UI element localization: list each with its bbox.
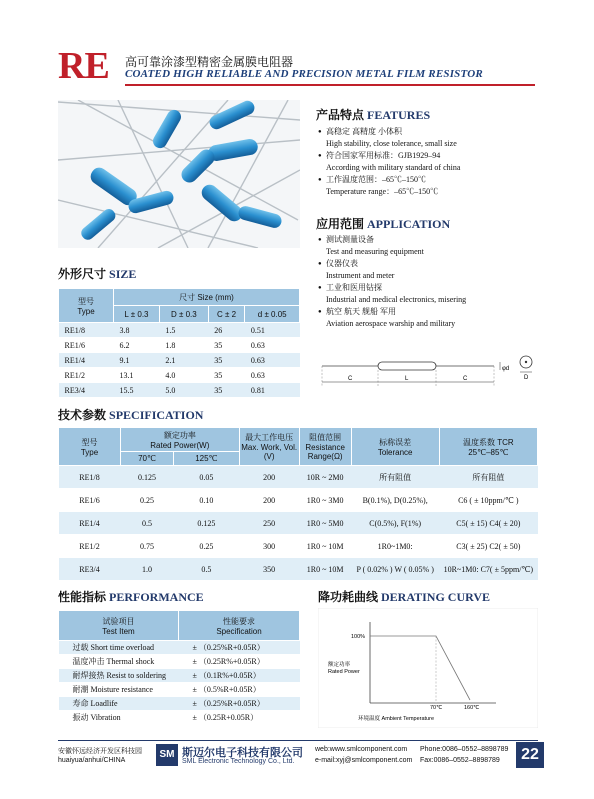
- size-table: [58, 288, 300, 398]
- derating-chart: [318, 608, 538, 728]
- spec-col-70c: 70℃: [121, 452, 174, 466]
- page-number: 22: [516, 742, 544, 768]
- company-name-en: SML Electronic Technology Co., Ltd.: [182, 758, 295, 765]
- company-name-cn: 斯迈尔电子科技有限公司: [182, 746, 303, 759]
- table-row: RE1/4 0.5 0.125 250 1R0 ~ 5M0 C(0.5%), F(1%) C5( ± 15) C4( ± 20): [59, 512, 538, 535]
- application-item: ● 航空 航天 舰船 军用 Aviation aerospace warship and military: [318, 306, 548, 330]
- table-row: 寿命 Loadlife ± （0.25%R+0.05R）: [59, 697, 300, 711]
- spec-col-tcr: 温度系数 TCR 25℃–85℃: [439, 428, 537, 466]
- perf-col-spec: 性能要求 Specification: [179, 611, 300, 641]
- table-row: 振动 Vibration ± （0.25R+0.05R）: [59, 711, 300, 725]
- application-list: [318, 234, 548, 330]
- footer-phone: Phone:0086–0552–8898789: [420, 746, 509, 753]
- size-col-l: L ± 0.3: [114, 306, 160, 323]
- feature-item: ● 符合国家军用标准：GJB1929–94 According with military standard of china: [318, 150, 548, 174]
- spec-heading-cn: 技术参数: [58, 408, 107, 422]
- performance-heading: [58, 588, 204, 605]
- application-heading-cn: 应用范围: [316, 217, 365, 231]
- footer-address-cn: 安徽怀远经济开发区科技园: [58, 748, 142, 755]
- spec-heading-en: SPECIFICATION: [109, 408, 204, 422]
- table-row: RE1/2 13.1 4.0 35 0.63: [59, 368, 300, 383]
- features-heading-en: FEATURES: [367, 108, 431, 122]
- table-row: 耐焊接热 Resist to soldering ± （0.1R%+0.05R）: [59, 669, 300, 683]
- size-heading-cn: 外形尺寸: [58, 267, 107, 281]
- dim-c-left: C: [348, 376, 353, 382]
- derating-heading: [318, 588, 490, 605]
- features-list: [318, 126, 548, 198]
- size-heading-en: SIZE: [109, 267, 137, 281]
- series-code: RE: [58, 45, 109, 87]
- spec-col-voltage: 最大工作电压 Max. Work, Vol.(V): [239, 428, 299, 466]
- application-item: ● 仪器仪表 Instrument and meter: [318, 258, 548, 282]
- dim-c-right: C: [463, 376, 468, 382]
- performance-table: [58, 610, 300, 725]
- footer-divider: [58, 740, 538, 741]
- company-logo: SM: [156, 744, 178, 766]
- application-item: ● 测试测量设备 Test and measuring equipment: [318, 234, 548, 258]
- table-row: 温度冲击 Thermal shock ± （0.25R%+0.05R）: [59, 655, 300, 669]
- spec-table: [58, 427, 538, 581]
- dim-lead-d: φd: [502, 366, 510, 372]
- dim-l: L: [405, 376, 409, 382]
- size-col-type: 型号 Type: [59, 289, 114, 323]
- derating-x-label: 环境温度 Ambient Temperature: [358, 716, 435, 722]
- application-item: ● 工业和医用钻探 Industrial and medical electronics, misering: [318, 282, 548, 306]
- dim-body-d: D: [524, 375, 529, 381]
- application-heading: [316, 215, 450, 232]
- table-row: 耐潮 Moisture resistance ± （0.5%R+0.05R）: [59, 683, 300, 697]
- table-row: RE3/4 1.0 0.5 350 1R0 ~ 10M P ( 0.02% ) W ( 0.05% ) 10R~1M0: C7( ± 5ppm/℃): [59, 558, 538, 581]
- spec-col-125c: 125℃: [174, 452, 240, 466]
- spec-heading: [58, 406, 203, 423]
- spec-col-tolerance: 标称误差 Tolerance: [351, 428, 439, 466]
- performance-heading-en: PERFORMANCE: [109, 590, 204, 604]
- footer-web[interactable]: web:www.smlcomponent.com: [315, 746, 408, 753]
- feature-item: ● 高稳定 高精度 小体积 High stability, close tolerance, small size: [318, 126, 548, 150]
- derating-y-label-en: Rated Power: [328, 669, 360, 675]
- spec-col-power: 额定功率 Rated Power(W): [121, 428, 240, 452]
- table-row: RE1/8 0.125 0.05 200 10R ~ 2M0 所有阻值 所有阻值: [59, 466, 538, 489]
- product-photo: [58, 100, 300, 248]
- features-heading-cn: 产品特点: [316, 108, 365, 122]
- header-divider: [125, 84, 535, 86]
- feature-item: ● 工作温度范围：–65℃–150℃ Temperature range：–65℃–150℃: [318, 174, 548, 198]
- performance-heading-cn: 性能指标: [58, 590, 107, 604]
- derating-x-tick-70: 70℃: [430, 705, 443, 711]
- table-row: RE1/8 3.8 1.5 26 0.51: [59, 323, 300, 338]
- title-en: COATED HIGH RELIABLE AND PRECISION METAL FILM RESISTOR: [125, 68, 483, 80]
- size-heading: [58, 265, 136, 282]
- footer-email[interactable]: e-mail:xyj@smlcomponent.com: [315, 757, 413, 764]
- table-row: RE3/4 15.5 5.0 35 0.81: [59, 383, 300, 398]
- size-col-lead: d ± 0.05: [245, 306, 300, 323]
- table-row: RE1/6 0.25 0.10 200 1R0 ~ 3M0 B(0.1%), D(0.25%), C6 ( ± 10ppm/℃ ): [59, 489, 538, 512]
- features-heading: [316, 106, 430, 123]
- derating-y-label-cn: 额定功率: [328, 662, 351, 668]
- footer-fax: Fax:0086–0552–8898789: [420, 757, 500, 764]
- derating-y-tick: 100%: [351, 634, 366, 640]
- footer-address-en: huaiyua/anhui/CHINA: [58, 757, 126, 764]
- application-heading-en: APPLICATION: [367, 217, 451, 231]
- table-row: RE1/6 6.2 1.8 35 0.63: [59, 338, 300, 353]
- table-row: RE1/2 0.75 0.25 300 1R0 ~ 10M 1R0~1M0: C3( ± 25) C2( ± 50): [59, 535, 538, 558]
- table-row: RE1/4 9.1 2.1 35 0.63: [59, 353, 300, 368]
- table-row: 过载 Short time overload ± （0.25%R+0.05R）: [59, 641, 300, 655]
- derating-heading-en: DERATING CURVE: [381, 590, 491, 604]
- dimension-diagram: [318, 352, 538, 392]
- size-col-c: C ± 2: [208, 306, 245, 323]
- perf-col-item: 试验项目 Test Item: [59, 611, 179, 641]
- title-cn: 高可靠涂漆型精密金属膜电阻器: [125, 55, 294, 69]
- derating-heading-cn: 降功耗曲线: [318, 590, 379, 604]
- size-col-d: D ± 0.3: [159, 306, 208, 323]
- spec-col-resistance: 阻值范围 Resistance Range(Ω): [299, 428, 351, 466]
- derating-x-tick-160: 160℃: [464, 705, 480, 711]
- spec-col-type: 型号 Type: [59, 428, 121, 466]
- size-col-group: 尺寸 Size (mm): [114, 289, 300, 306]
